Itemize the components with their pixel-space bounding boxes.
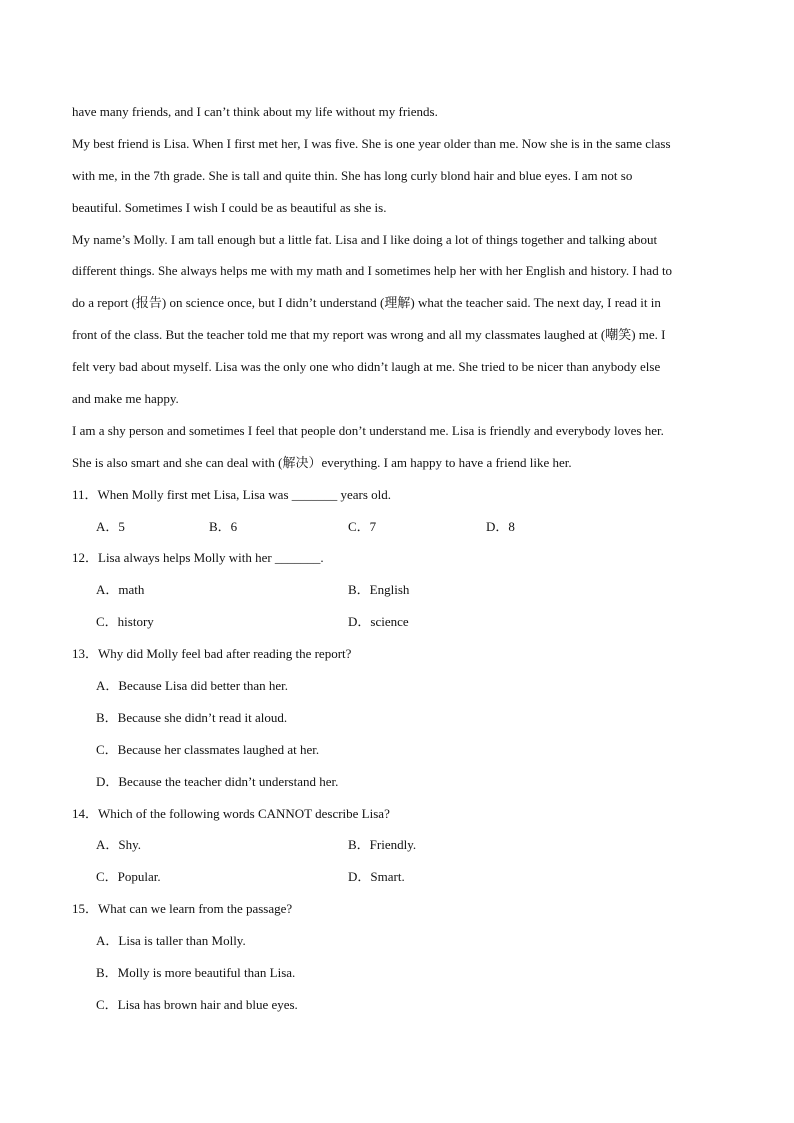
question-stem: 13．Why did Molly feel bad after reading the report? xyxy=(72,646,352,662)
question-11 xyxy=(72,479,722,543)
passage-line: She is also smart and she can deal with (解决）everything. I am happy to have a friend like her. xyxy=(72,454,572,470)
option-c[interactable]: C．Popular. xyxy=(96,869,161,885)
option-d[interactable]: D．science xyxy=(348,614,409,630)
option-b[interactable]: B．6 xyxy=(209,518,238,534)
passage-line: I am a shy person and sometimes I feel that people don’t understand me. Lisa is friendly and everybody loves her. xyxy=(72,422,664,438)
question-15 xyxy=(72,893,722,1021)
options-row xyxy=(72,670,722,702)
passage-line: do a report (报告) on science once, but I didn’t understand (理解) what the teacher said. The next day, I read it in xyxy=(72,295,661,311)
options-row xyxy=(72,829,722,861)
passage-line: different things. She always helps me with my math and I sometimes help her with her English and history. I had to xyxy=(72,263,673,279)
options-row xyxy=(72,989,722,1021)
option-a[interactable]: A．Shy. xyxy=(96,837,142,853)
question-stem: 11．When Molly first met Lisa, Lisa was _______ years old. xyxy=(72,486,392,502)
option-a[interactable]: A．math xyxy=(96,582,145,598)
option-d[interactable]: D．Because the teacher didn’t understand her. xyxy=(96,773,339,789)
option-a[interactable]: A．Because Lisa did better than her. xyxy=(96,678,289,694)
option-a[interactable]: A．Lisa is taller than Molly. xyxy=(96,933,246,949)
options-row xyxy=(72,511,722,543)
options-row xyxy=(72,957,722,989)
passage-line: My best friend is Lisa. When I first met her, I was five. She is one year older than me. Now she is in the same class xyxy=(72,135,671,151)
question-stem: 15．What can we learn from the passage? xyxy=(72,901,293,917)
passage-line: and make me happy. xyxy=(72,391,179,407)
passage-line: front of the class. But the teacher told me that my report was wrong and all my classmates laughed at (嘲笑) me. I xyxy=(72,327,666,343)
document-page xyxy=(72,96,722,1021)
options-row xyxy=(72,766,722,798)
option-c[interactable]: C．history xyxy=(96,614,154,630)
passage-line: have many friends, and I can’t think about my life without my friends. xyxy=(72,104,438,119)
option-d[interactable]: D．Smart. xyxy=(348,869,405,885)
passage-line: My name’s Molly. I am tall enough but a little fat. Lisa and I like doing a lot of things together and talking about xyxy=(72,231,658,247)
options-row xyxy=(72,861,722,893)
passage-line: felt very bad about myself. Lisa was the only one who didn’t laugh at me. She tried to be nicer than anybody else xyxy=(72,359,661,375)
question-13 xyxy=(72,638,722,797)
option-c[interactable]: C．7 xyxy=(348,518,377,534)
option-b[interactable]: B．Because she didn’t read it aloud. xyxy=(96,709,288,725)
options-row xyxy=(72,702,722,734)
option-b[interactable]: B．Friendly. xyxy=(348,837,417,853)
question-stem: 14．Which of the following words CANNOT describe Lisa? xyxy=(72,805,390,821)
option-b[interactable]: B．Molly is more beautiful than Lisa. xyxy=(96,965,296,981)
passage-line: beautiful. Sometimes I wish I could be as beautiful as she is. xyxy=(72,199,387,215)
options-row xyxy=(72,734,722,766)
option-c[interactable]: C．Because her classmates laughed at her. xyxy=(96,741,320,757)
question-14 xyxy=(72,798,722,894)
reading-passage xyxy=(72,96,722,479)
option-a[interactable]: A．5 xyxy=(96,518,125,534)
question-stem: 12．Lisa always helps Molly with her _______. xyxy=(72,550,324,566)
question-12 xyxy=(72,542,722,638)
options-row xyxy=(72,925,722,957)
option-b[interactable]: B．English xyxy=(348,582,410,598)
option-c[interactable]: C．Lisa has brown hair and blue eyes. xyxy=(96,996,298,1012)
options-row xyxy=(72,574,722,606)
passage-line: with me, in the 7th grade. She is tall and quite thin. She has long curly blond hair and blue eyes. I am not so xyxy=(72,167,633,183)
options-row xyxy=(72,606,722,638)
option-d[interactable]: D．8 xyxy=(486,518,515,534)
